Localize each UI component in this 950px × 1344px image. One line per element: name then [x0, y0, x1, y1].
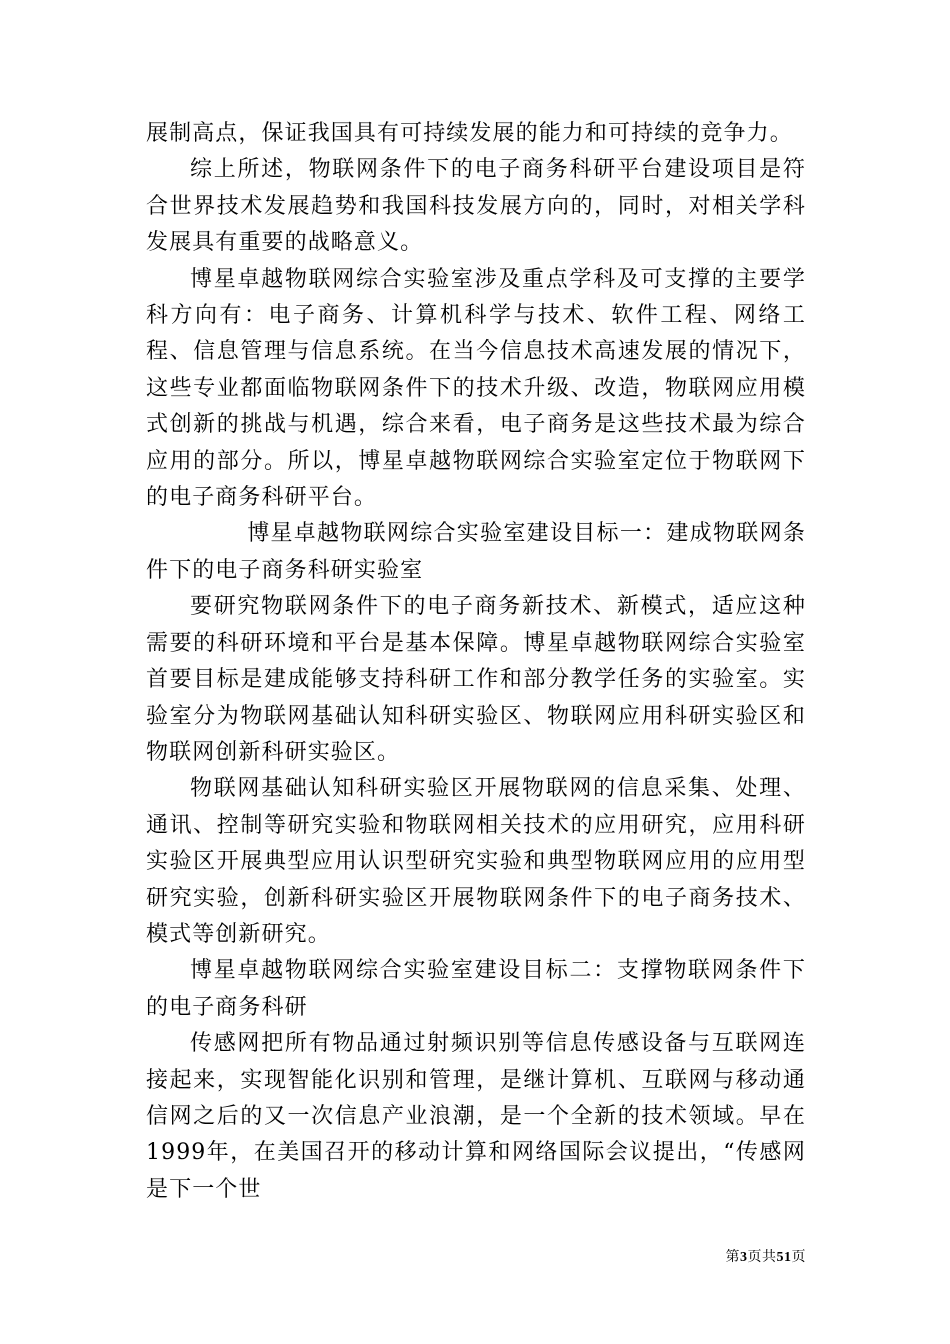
- document-body: [146, 116, 806, 1208]
- paragraph-goal-one: 要研究物联网条件下的电子商务新技术、新模式，适应这种需要的科研环境和平台是基本保障。博星卓越物联网综合实验室首要目标是建成能够支持科研工作和部分教学任务的实验室。实验室分为物联网基础认知科研实验区、物联网应用科研实验区和物联网创新科研实验区。: [146, 594, 806, 765]
- paragraph-disciplines: 博星卓越物联网综合实验室涉及重点学科及可支撑的主要学科方向有：电子商务、计算机科学与技术、软件工程、网络工程、信息管理与信息系统。在当今信息技术高速发展的情况下，这些专业都面临物联网条件下的技术升级、改造，物联网应用模式创新的挑战与机遇，综合来看，电子商务是这些技术最为综合应用的部分。所以，博星卓越物联网综合实验室定位于物联网下的电子商务科研平台。: [146, 266, 806, 511]
- goal-two-heading: 博星卓越物联网综合实验室建设目标二：支撑物联网条件下的电子商务科研: [146, 958, 806, 1020]
- goal-one-heading: 博星卓越物联网综合实验室建设目标一：建成物联网条件下的电子商务科研实验室: [146, 521, 806, 583]
- paragraph-sensor-network: 传感网把所有物品通过射频识别等信息传感设备与互联网连接起来，实现智能化识别和管理，是继计算机、互联网与移动通信网之后的又一次信息产业浪潮，是一个全新的技术领域。早在1999年，在美国召开的移动计算和网络国际会议提出，“传感网是下一个世: [146, 1031, 806, 1202]
- current-page-number: 3: [740, 1250, 748, 1265]
- footer-suffix: 页: [791, 1249, 806, 1265]
- page-number-footer: [0, 1246, 806, 1266]
- paragraph-continuation: 展制高点，保证我国具有可持续发展的能力和可持续的竞争力。: [146, 121, 793, 146]
- footer-middle: 页共: [747, 1249, 777, 1265]
- paragraph-lab-areas: 物联网基础认知科研实验区开展物联网的信息采集、处理、通讯、控制等研究实验和物联网相关技术的应用研究，应用科研实验区开展典型应用认识型研究实验和典型物联网应用的应用型研究实验，创新科研实验区开展物联网条件下的电子商务技术、模式等创新研究。: [146, 776, 806, 947]
- paragraph-summary: 综上所述，物联网条件下的电子商务科研平台建设项目是符合世界技术发展趋势和我国科技发展方向的，同时，对相关学科发展具有重要的战略意义。: [146, 157, 806, 256]
- footer-prefix: 第: [725, 1249, 740, 1265]
- total-page-number: 51: [776, 1250, 792, 1265]
